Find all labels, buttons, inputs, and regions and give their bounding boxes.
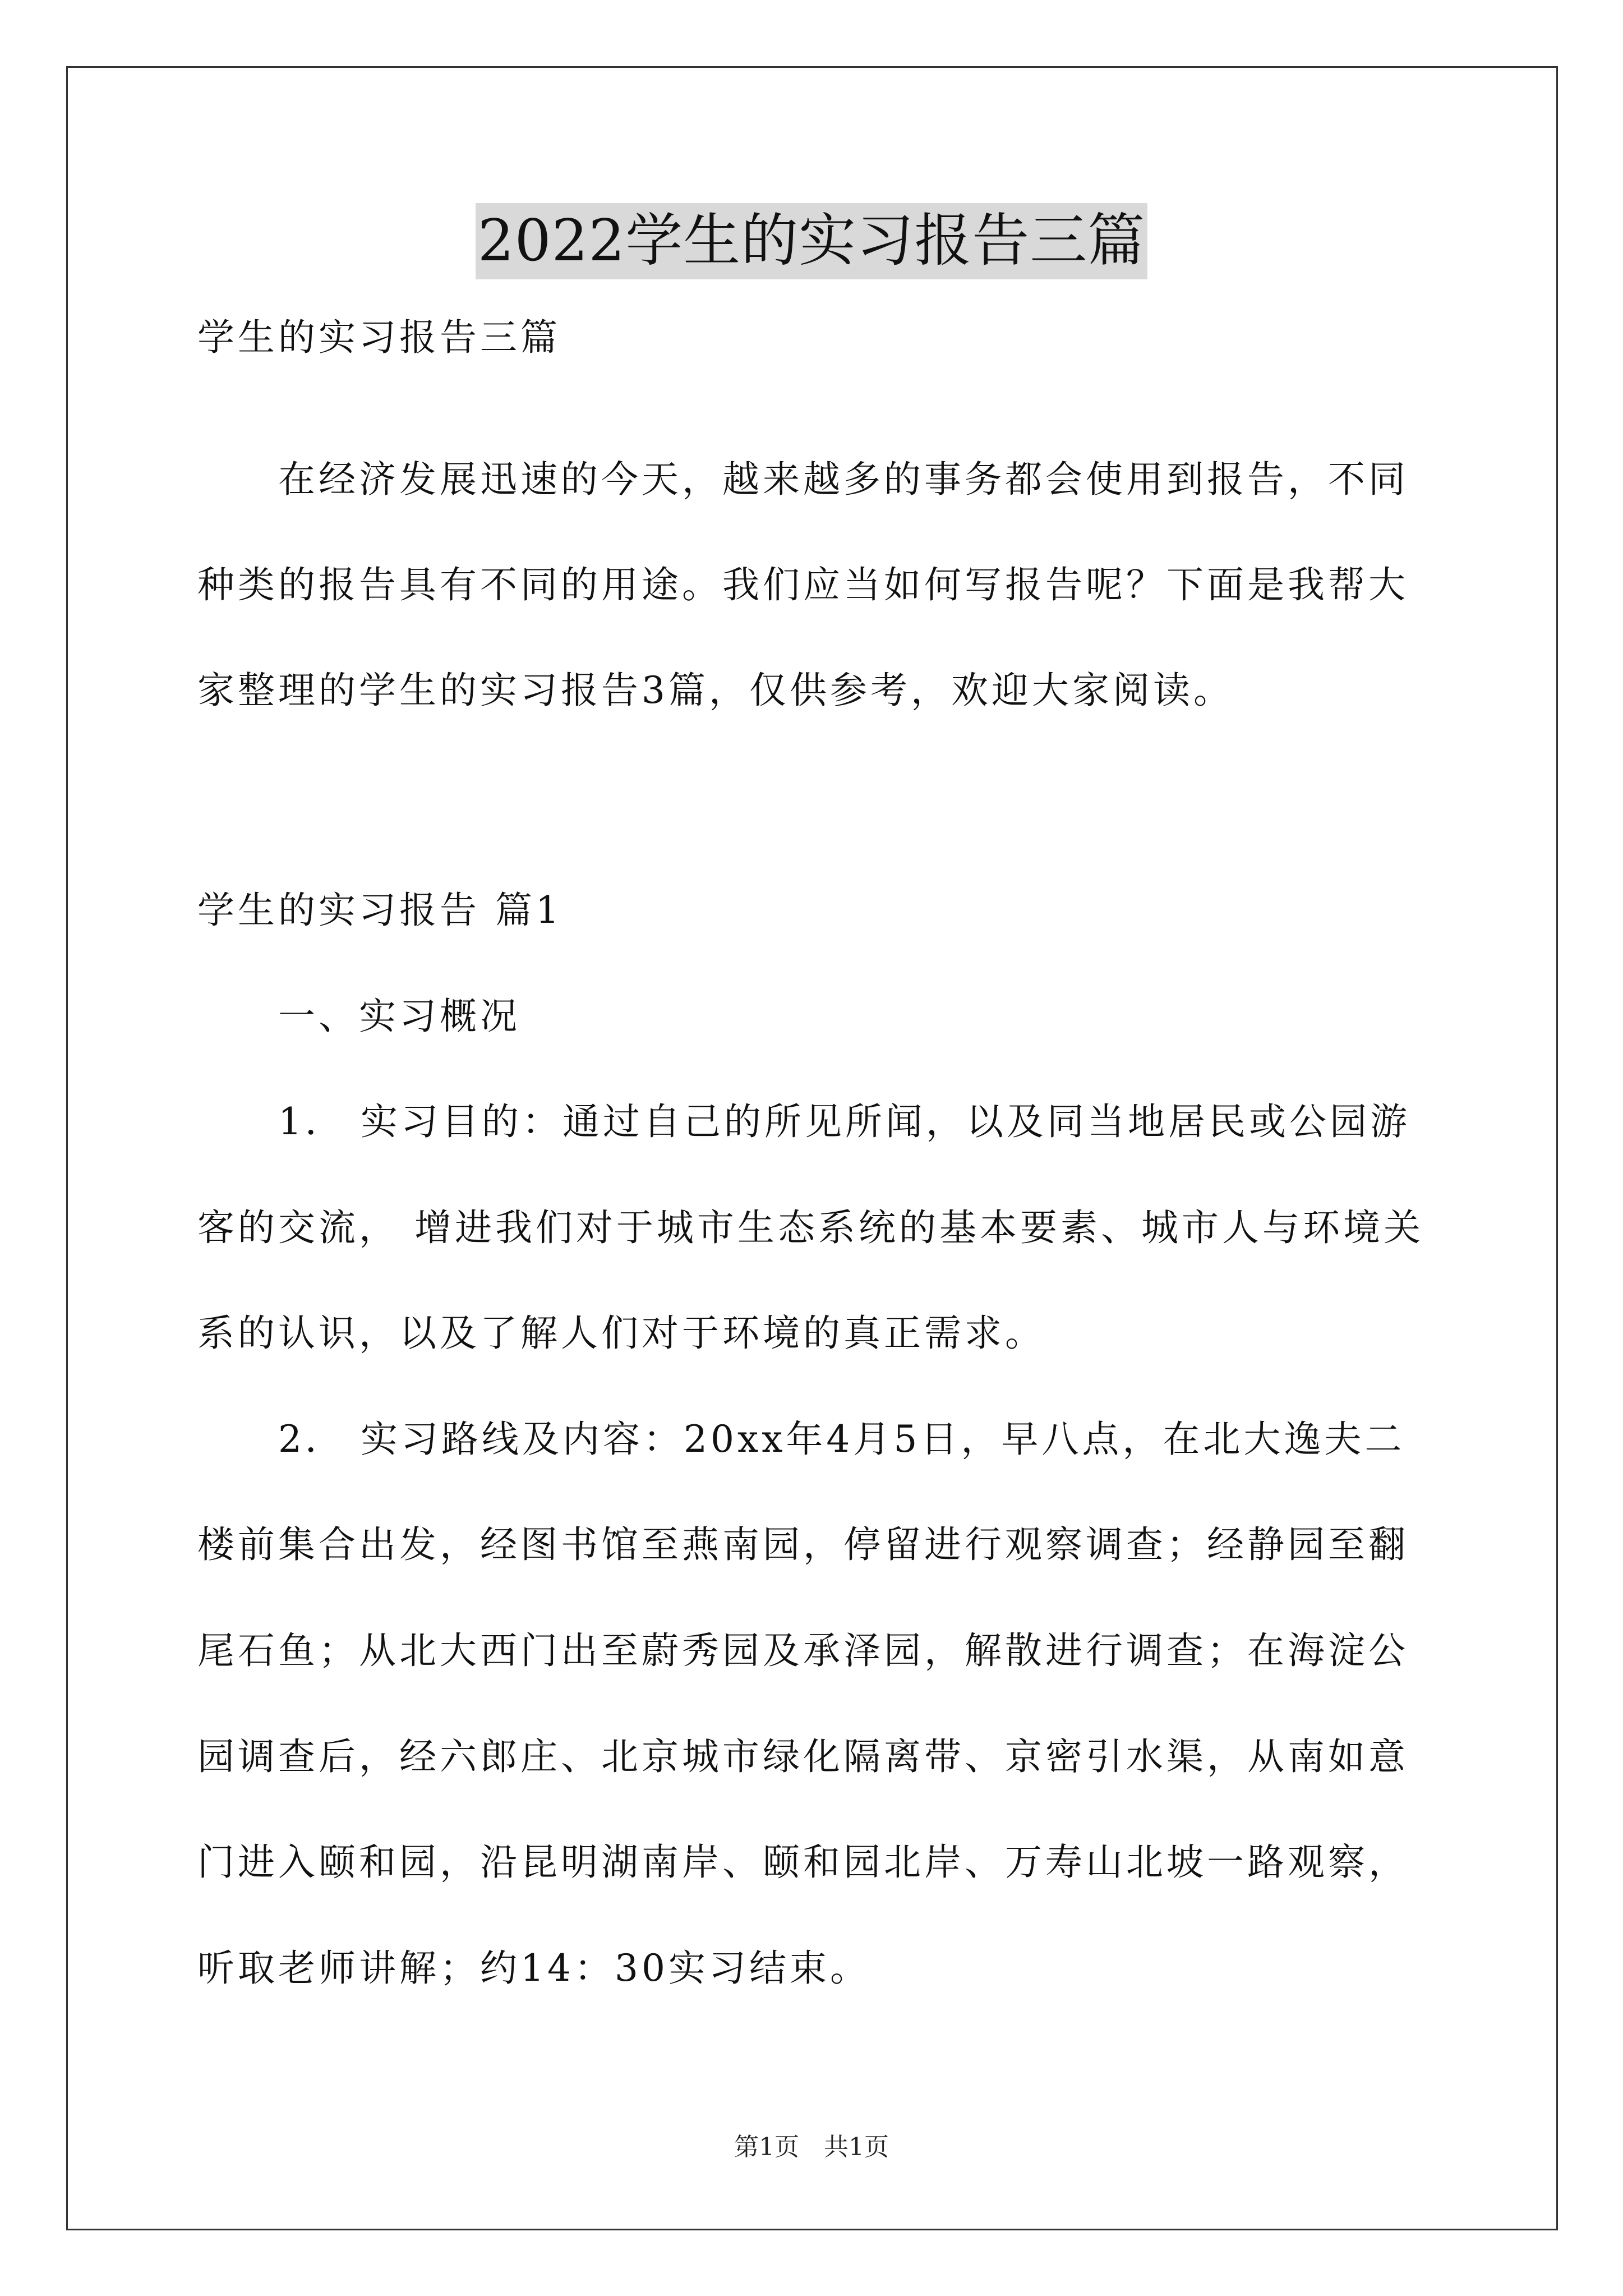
paragraph-2-line-6: 听取老师讲解；约14：30实习结束。 (197, 1947, 870, 1990)
paragraph-1-line-2: 客的交流， 增进我们对于城市生态系统的基本要素、城市人与环境关 (197, 1206, 1424, 1249)
intro-line-3: 家整理的学生的实习报告3篇，仅供参考，欢迎大家阅读。 (197, 669, 1234, 712)
paragraph-2-line-1: 2． 实习路线及内容：20xx年4月5日，早八点，在北大逸夫二 (278, 1418, 1405, 1461)
document-title-wrap (0, 203, 1623, 279)
paragraph-2-line-2: 楼前集合出发，经图书馆至燕南园，停留进行观察调查；经静园至翻 (197, 1523, 1409, 1566)
section-heading: 学生的实习报告 篇1 (197, 889, 562, 932)
intro-line-1: 在经济发展迅速的今天，越来越多的事务都会使用到报告，不同 (278, 458, 1409, 501)
paragraph-1-line-3: 系的认识，以及了解人们对于环境的真正需求。 (197, 1312, 1045, 1355)
paragraph-1-line-1: 1． 实习目的：通过自己的所见所闻，以及同当地居民或公园游 (278, 1100, 1410, 1143)
paragraph-2-line-3: 尾石鱼；从北大西门出至蔚秀园及承泽园，解散进行调查；在海淀公 (197, 1629, 1409, 1672)
intro-line-2: 种类的报告具有不同的用途。我们应当如何写报告呢？下面是我帮大 (197, 563, 1409, 606)
paragraph-2-line-4: 园调查后，经六郎庄、北京城市绿化隔离带、京密引水渠，从南如意 (197, 1735, 1409, 1778)
subtitle-line: 学生的实习报告三篇 (197, 316, 561, 359)
page-border (66, 66, 1558, 2230)
page-footer: 第1页 共1页 (734, 2133, 889, 2161)
paragraph-2-line-5: 门进入颐和园，沿昆明湖南岸、颐和园北岸、万寿山北坡一路观察， (197, 1841, 1409, 1884)
document-title: 2022学生的实习报告三篇 (476, 203, 1148, 279)
subsection-heading: 一、实习概况 (278, 995, 520, 1038)
